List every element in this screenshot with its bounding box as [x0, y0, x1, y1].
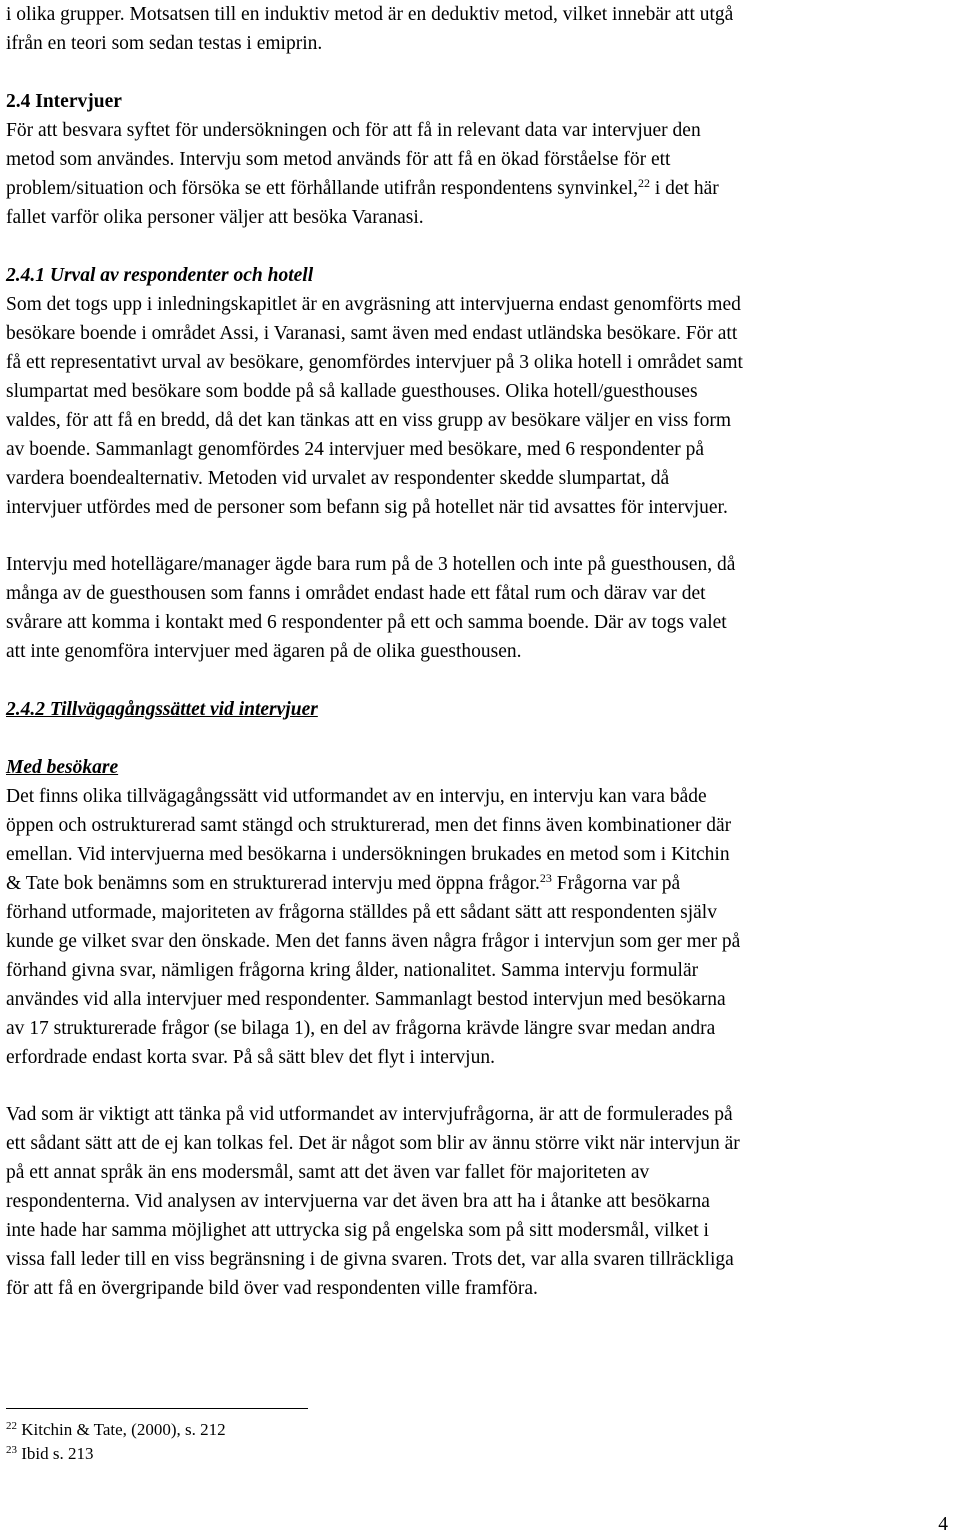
text-line — [6, 869, 680, 898]
text-line: många av de guesthousen som fanns i området endast hade ett fåtal rum och därav var det — [6, 583, 706, 604]
text-line: att inte genomföra intervjuer med ägaren på de olika guesthousen. — [6, 641, 522, 662]
text-line: ett sådant sätt att de ej kan tolkas fel. Det är något som blir av ännu större vikt när intervjun är — [6, 1133, 740, 1154]
footnote-number: 22 — [6, 1420, 17, 1432]
text-line: vardera boendealternativ. Metoden vid urvalet av respondenter skedde slumpartat, då — [6, 468, 670, 489]
text-fragment: Frågorna var på — [551, 873, 681, 894]
text-line: emellan. Vid intervjuerna med besökarna i undersökningen brukades en metod som i Kitchin — [6, 844, 730, 865]
text-line — [6, 145, 670, 174]
text-fragment: i det här — [649, 178, 719, 199]
text-line: slumpartat med besökare som bodde på så kallade guesthouses. Olika hotell/guesthouses — [6, 381, 698, 402]
text-fragment: problem/situation och försöka se ett förhållande utifrån respondentens synvinkel, — [6, 178, 638, 199]
text-line: respondenterna. Vid analysen av intervjuerna var det även bra att ha i åtanke att besökarna — [6, 1191, 710, 1212]
text-line: Intervju med hotellägare/manager ägde bara rum på de 3 hotellen och inte på guesthousen, då — [6, 554, 736, 575]
text-line: öppen och ostrukturerad samt stängd och strukturerad, men det finns även kombinationer där — [6, 815, 732, 836]
text-line: ifrån en teori som sedan testas i emiprin. — [6, 33, 323, 54]
text-line: av boende. Sammanlagt genomfördes 24 intervjuer med besökare, med 6 respondenter på — [6, 439, 704, 460]
text-line: inte hade har samma möjlighet att uttrycka sig på engelska som på sitt modersmål, vilket i — [6, 1220, 709, 1241]
footnote — [6, 1442, 94, 1466]
text-line: kunde ge vilket svar den önskade. Men det fanns även några frågor i intervjun som ger mer på — [6, 931, 741, 952]
text-line: på ett annat språk än ens modersmål, samt att det även var fallet för majoriteten av — [6, 1162, 650, 1183]
footnote-divider — [6, 1408, 308, 1409]
sub-subheading: Med besökare — [6, 757, 119, 778]
text-line: svårare att komma i kontakt med 6 respondenter på ett och samma boende. Där av togs valet — [6, 612, 727, 633]
text-line: erfordrade endast korta svar. På så sätt blev det flyt i intervjun. — [6, 1047, 495, 1068]
text-fragment: metod som användes. Intervju som metod används för att få en ökad förståelse för ett — [6, 149, 671, 170]
text-line: För att besvara syftet för undersökningen och för att få in relevant data var intervjuer den — [6, 120, 701, 141]
text-line: Som det togs upp i inledningskapitlet är en avgräsning att intervjuerna endast genomförts med — [6, 294, 741, 315]
text-fragment: & Tate bok benämns som en strukturerad intervju med öppna frågor. — [6, 873, 540, 894]
footnote-number: 23 — [6, 1444, 17, 1456]
text-line: i olika grupper. Motsatsen till en induktiv metod är en deduktiv metod, vilket innebär att utgå — [6, 4, 734, 25]
footnote-text: Ibid s. 213 — [17, 1444, 94, 1463]
text-line: valdes, för att få en bredd, då det kan tänkas att en viss grupp av besökare väljer en viss form — [6, 410, 732, 431]
footnote-ref: 23 — [539, 871, 552, 885]
footnote-ref: 22 — [637, 176, 650, 190]
text-line: vissa fall leder till en viss begränsning i de givna svaren. Trots det, var alla svaren tillräckliga — [6, 1249, 734, 1270]
page-number: 4 — [938, 1514, 948, 1535]
text-line: intervjuer utfördes med de personer som befann sig på hotellet när tid avsattes för intervjuer. — [6, 497, 728, 518]
text-line: få ett representativt urval av besökare, genomfördes intervjuer på 3 olika hotell i området samt — [6, 352, 743, 373]
text-line: besökare boende i området Assi, i Varanasi, samt även med endast utländska besökare. För att — [6, 323, 738, 344]
text-line: förhand utformade, majoriteten av frågorna ställdes på ett sådant sätt att respondenten själv — [6, 902, 717, 923]
text-line: förhand givna svar, nämligen frågorna kring ålder, nationalitet. Samma intervju formulär — [6, 960, 699, 981]
subsection-heading: 2.4.1 Urval av respondenter och hotell — [6, 265, 314, 286]
footnote — [6, 1418, 226, 1442]
text-line: av 17 strukturerade frågor (se bilaga 1), en del av frågorna krävde längre svar medan andra — [6, 1018, 716, 1039]
text-line — [6, 174, 719, 203]
text-line: för att få en övergripande bild över vad respondenten ville framföra. — [6, 1278, 538, 1299]
text-line: användes vid alla intervjuer med respondenter. Sammanlagt bestod intervjun med besökarna — [6, 989, 726, 1010]
text-line: Vad som är viktigt att tänka på vid utformandet av intervjufrågorna, är att de formulerades på — [6, 1104, 733, 1125]
text-line: Det finns olika tillvägagångssätt vid utformandet av en intervju, en intervju kan vara både — [6, 786, 707, 807]
section-heading: 2.4 Intervjuer — [6, 91, 122, 112]
subsection-heading: 2.4.2 Tillvägagångssättet vid intervjuer — [6, 699, 318, 720]
text-line: fallet varför olika personer väljer att besöka Varanasi. — [6, 207, 424, 228]
footnote-text: Kitchin & Tate, (2000), s. 212 — [17, 1420, 226, 1439]
